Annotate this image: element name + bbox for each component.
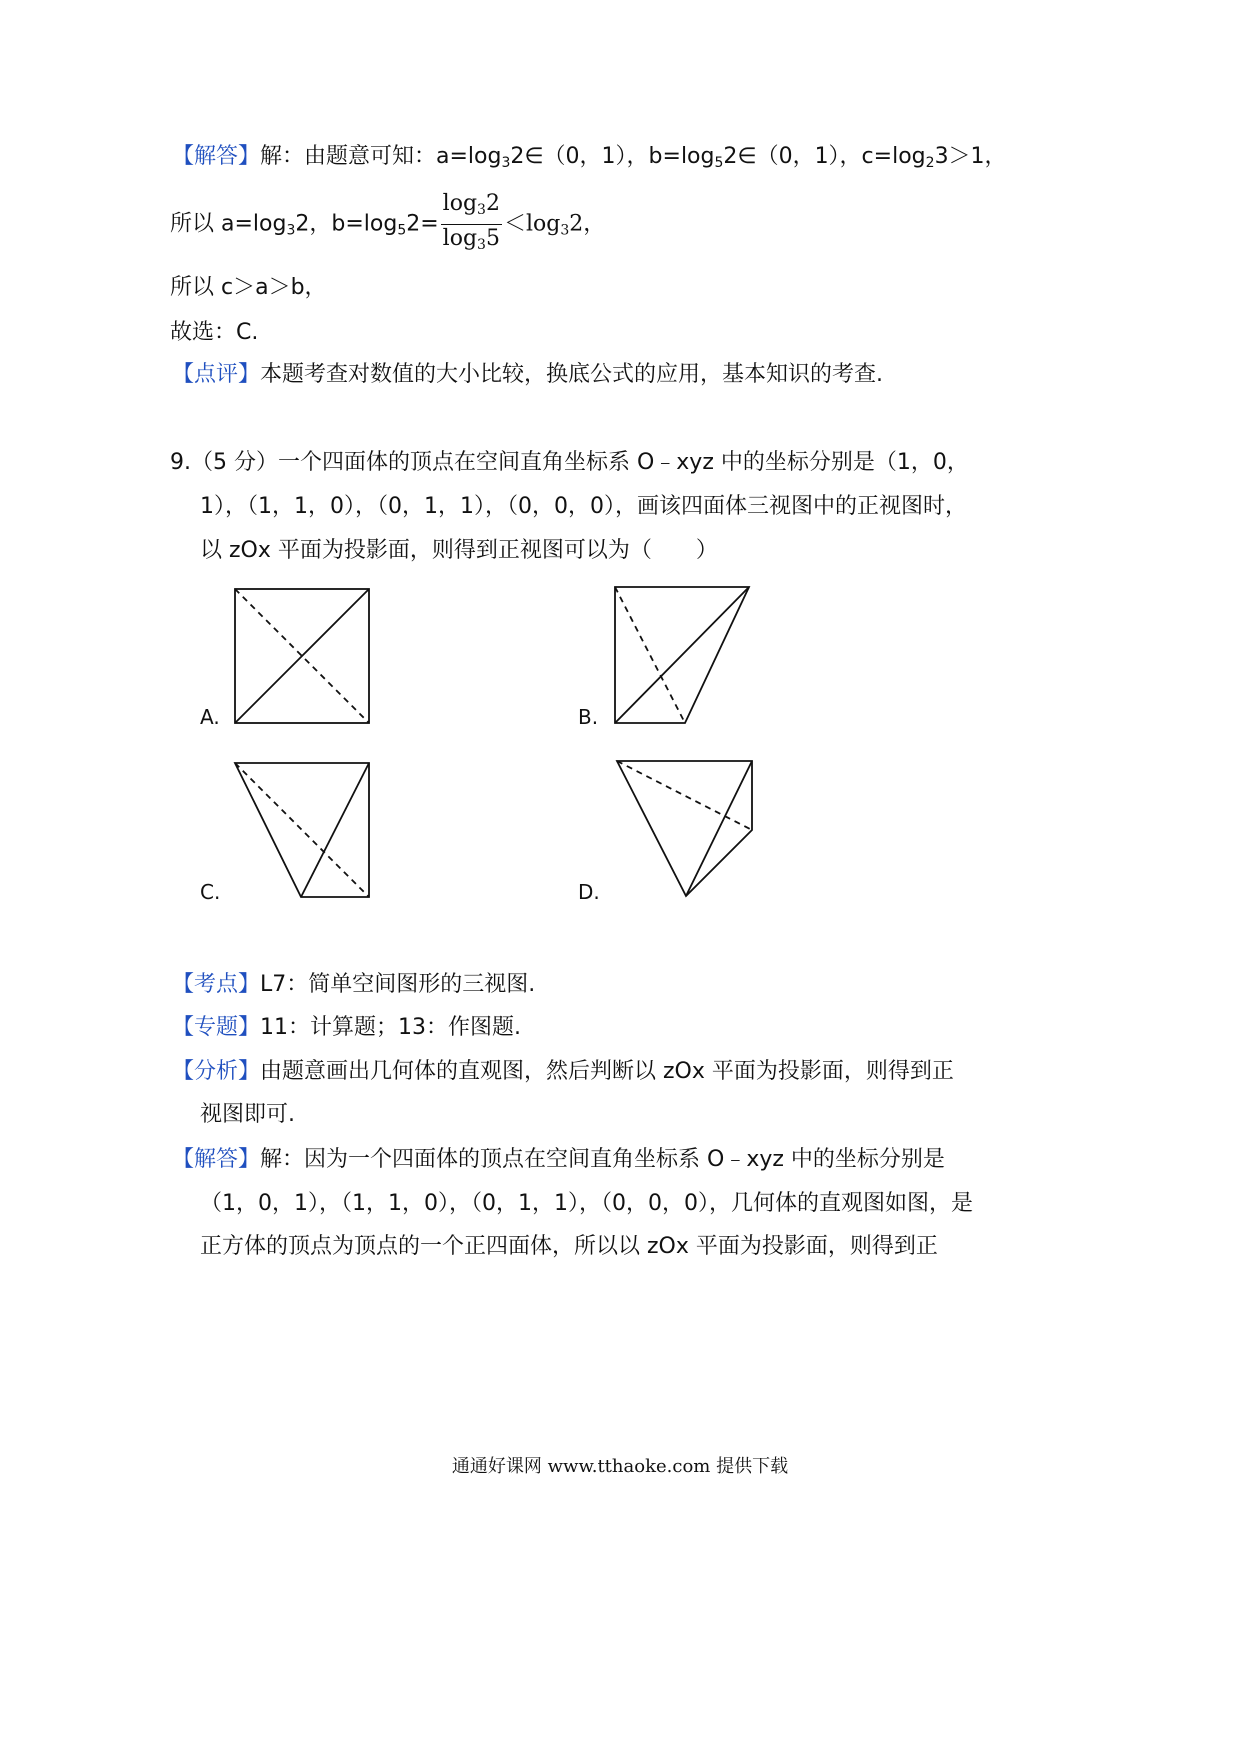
figure-d-outline	[617, 761, 752, 896]
kaodian-line: 【考点】L7：简单空间图形的三视图.	[172, 972, 536, 997]
option-d-figure	[616, 760, 756, 900]
figure-b-dashed	[615, 587, 685, 723]
prev-comment: 【点评】本题考查对数值的大小比较，换底公式的应用，基本知识的考查.	[172, 362, 884, 387]
figure-b-solid	[615, 587, 749, 723]
comment-tag: 【点评】	[172, 362, 261, 387]
option-b-figure	[614, 586, 752, 724]
jieda-line-2: （1，0，1），（1，1，0），（0，1，1），（0，0，0），几何体的直观图如图，是	[200, 1191, 973, 1216]
fenxi-line-1: 【分析】由题意画出几何体的直观图，然后判断以 zOx 平面为投影面，则得到正	[172, 1059, 954, 1084]
figure-a-diagonal-solid	[235, 589, 369, 723]
page-footer: 通通好课网 www.tthaoke.com 提供下载	[451, 1456, 789, 1477]
figure-c-dashed	[235, 763, 369, 897]
prev-solution-line-4: 故选：C.	[170, 320, 259, 345]
figure-c-solid	[301, 763, 369, 897]
option-c-label: C.	[200, 880, 221, 904]
jieda-line-1: 【解答】解：因为一个四面体的顶点在空间直角坐标系 O﹣xyz 中的坐标分别是	[172, 1147, 945, 1172]
zhuanti-line: 【专题】11：计算题；13：作图题.	[172, 1015, 521, 1040]
figure-d-dashed	[617, 761, 752, 830]
figure-d-solid	[686, 761, 752, 896]
prev-solution-line-1: 【解答】解：由题意可知：$a=\log_32\in(0$，1），$b=\log_52\in(0$，1），$c=\log_23>1$，	[172, 144, 1007, 171]
kaodian-tag: 【考点】	[172, 972, 261, 997]
prev-solution-line-3: 所以 c＞a＞b，	[170, 275, 327, 300]
zhuanti-tag: 【专题】	[172, 1015, 261, 1040]
solution-tag: 【解答】	[172, 144, 261, 169]
question-line-1: 9.（5 分）一个四面体的顶点在空间直角坐标系 O﹣xyz 中的坐标分别是（1，0，	[170, 450, 969, 475]
option-b-label: B.	[578, 705, 599, 729]
jieda-tag: 【解答】	[172, 1147, 261, 1172]
prev-solution-line-2: 所以 $a=\log_32$，$b=\log_52=$ $\frac{\log_32}{\log_35}$ $<\log_32$，	[170, 190, 605, 250]
jieda-line-3: 正方体的顶点为顶点的一个正四面体，所以以 zOx 平面为投影面，则得到正	[200, 1234, 938, 1259]
option-d-label: D.	[578, 880, 600, 904]
fraction: $\frac{\log_32}{\log_35}$	[442, 191, 500, 253]
option-c-figure	[234, 762, 372, 900]
option-a-figure	[234, 588, 370, 724]
fenxi-tag: 【分析】	[172, 1059, 261, 1084]
option-a-label: A.	[200, 705, 220, 729]
figure-c-outline	[235, 763, 369, 897]
question-line-2: 1），（1，1，0），（0，1，1），（0，0，0），画该四面体三视图中的正视图时，	[200, 494, 967, 519]
question-line-3: 以 zOx 平面为投影面，则得到正视图可以为（ ）	[200, 538, 718, 563]
fenxi-line-2: 视图即可.	[200, 1102, 295, 1127]
